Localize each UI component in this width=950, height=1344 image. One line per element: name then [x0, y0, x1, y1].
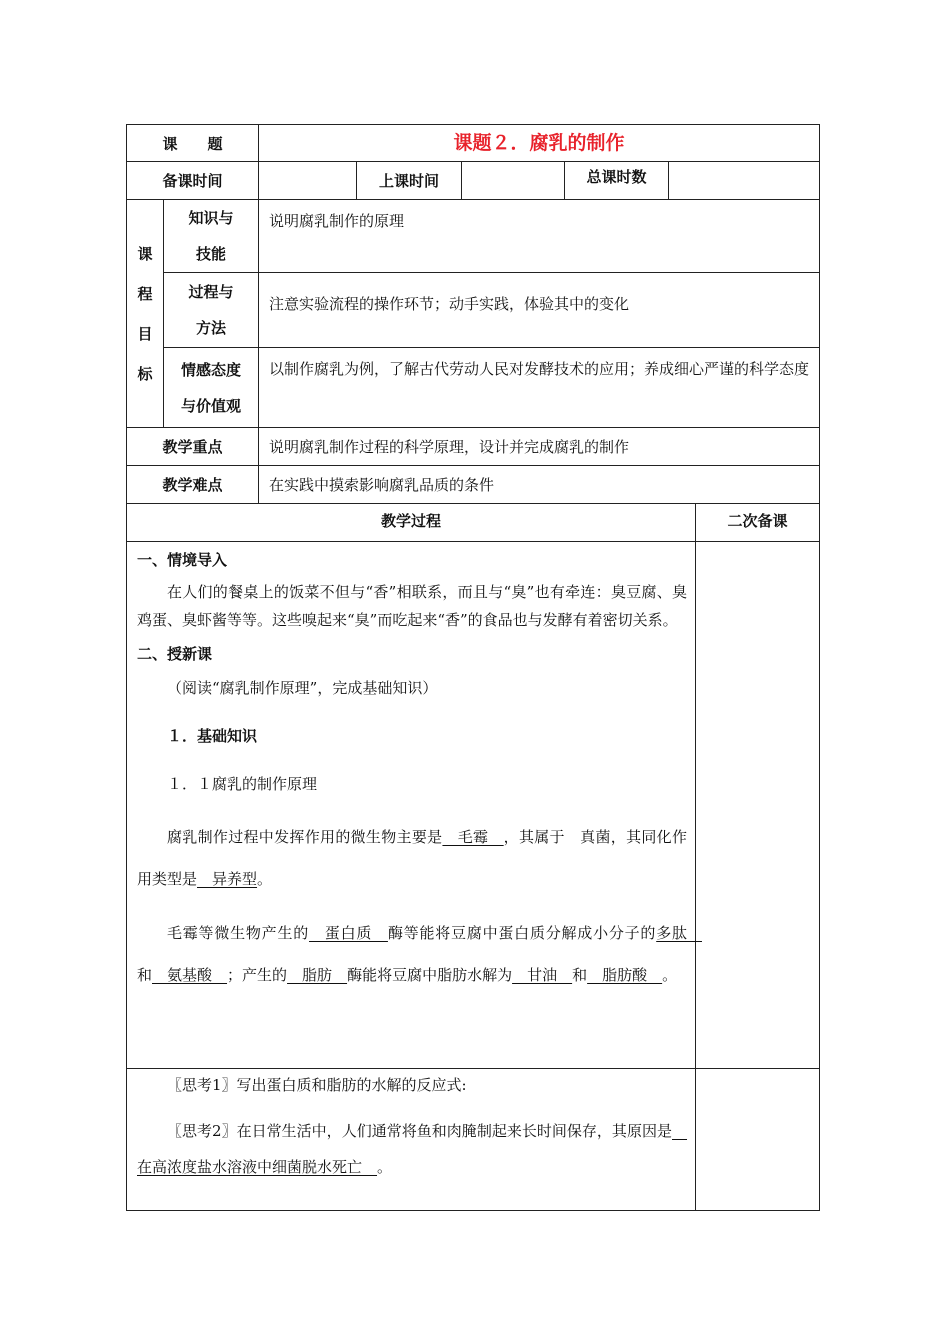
- second-prep-cell: [696, 1069, 820, 1211]
- basic-knowledge-title: １．基础知识: [167, 727, 258, 745]
- focus-row: [127, 428, 820, 466]
- objectives-char: 课: [137, 244, 153, 263]
- answer-blank: 异养型: [197, 870, 258, 888]
- answer-blank: 真菌: [564, 828, 611, 846]
- principle-paragraph-1: 腐乳制作过程中发挥作用的微生物主要是 毛霉 ，其属于 真菌，其同化作用类型是 异养型。: [137, 828, 687, 888]
- think-question-2: 〖思考2〗在日常生活中，人们通常将鱼和肉腌制起来长时间保存，其原因是 在高浓度盐水溶液中细菌脱水死亡 。: [137, 1122, 688, 1176]
- difficulty-row: [127, 466, 820, 504]
- lesson-plan-table: [126, 124, 820, 1211]
- thinking-row: [127, 1069, 820, 1211]
- objective-text: 说明腐乳制作的原理: [259, 200, 820, 273]
- think-question-1: 〖思考1〗写出蛋白质和脂肪的水解的反应式:: [167, 1076, 467, 1094]
- objective-row-attitude: [127, 348, 820, 428]
- focus-label: 教学重点: [127, 428, 259, 466]
- prep-time-value: [259, 162, 357, 200]
- answer-blank: 脂肪酸: [587, 966, 663, 984]
- prep-time-label: 备课时间: [127, 162, 259, 200]
- time-row: [127, 162, 820, 200]
- class-time-value: [462, 162, 565, 200]
- intro-paragraph: 在人们的餐桌上的饭菜不但与“香”相联系，而且与“臭”也有牵连：臭豆腐、臭鸡蛋、臭虾酱等等。这些嗅起来“臭”而吃起来“香”的食品也与发酵有着密切关系。: [137, 583, 688, 629]
- objectives-vertical-label: [127, 200, 164, 428]
- topic-title: 课题２．腐乳的制作: [259, 125, 820, 162]
- answer-blank: 甘油: [512, 966, 573, 984]
- second-prep-header: 二次备课: [696, 504, 820, 542]
- objective-text: 注意实验流程的操作环节；动手实践，体验其中的变化: [259, 273, 820, 348]
- process-header-row: [127, 504, 820, 542]
- total-hours-label: 总课时数: [565, 162, 669, 200]
- difficulty-text: 在实践中摸索影响腐乳品质的条件: [259, 466, 820, 504]
- answer-blank: 脂肪: [287, 966, 348, 984]
- section-title: 一、情境导入: [137, 551, 228, 569]
- topic-label: 课 题: [127, 125, 259, 162]
- answer-blank: 蛋白质: [309, 924, 388, 942]
- second-prep-cell: [696, 542, 820, 1069]
- lesson-plan-sheet: [126, 124, 819, 1211]
- reading-note: （阅读“腐乳制作原理”，完成基础知识）: [167, 679, 438, 697]
- section-title: 二、授新课: [137, 645, 213, 663]
- process-content: [127, 542, 702, 1069]
- objective-label: 过程与 方法: [164, 273, 259, 348]
- topic-row: [127, 125, 820, 162]
- total-hours-value: [669, 162, 820, 200]
- answer-blank: 毛霉: [442, 828, 504, 846]
- objectives-char: 程: [137, 284, 153, 303]
- principle-subtitle: １．１腐乳的制作原理: [167, 775, 318, 793]
- process-body-row: [127, 542, 820, 1069]
- answer-blank: 多肽: [656, 924, 702, 942]
- objective-row-process: [127, 273, 820, 348]
- objective-label: 情感态度 与价值观: [164, 348, 259, 428]
- focus-text: 说明腐乳制作过程的科学原理，设计并完成腐乳的制作: [259, 428, 820, 466]
- principle-paragraph-2: 毛霉等微生物产生的 蛋白质 酶等能将豆腐中蛋白质分解成小分子的多肽 和 氨基酸 ；产生的 脂肪 酶能将豆腐中脂肪水解为 甘油 和 脂肪酸 。: [137, 924, 702, 984]
- answer-blank: 氨基酸: [152, 966, 228, 984]
- difficulty-label: 教学难点: [127, 466, 259, 504]
- process-header: 教学过程: [127, 504, 696, 542]
- objective-text: 以制作腐乳为例，了解古代劳动人民对发酵技术的应用；养成细心严谨的科学态度: [259, 348, 820, 428]
- class-time-label: 上课时间: [357, 162, 462, 200]
- objective-label: 知识与 技能: [164, 200, 259, 273]
- answer-blank: 在高浓度盐水溶液中细菌脱水死亡: [137, 1122, 688, 1176]
- objectives-char: 标: [137, 364, 153, 383]
- thinking-content: [127, 1069, 696, 1211]
- objectives-char: 目: [137, 324, 153, 343]
- objective-row-knowledge: [127, 200, 820, 273]
